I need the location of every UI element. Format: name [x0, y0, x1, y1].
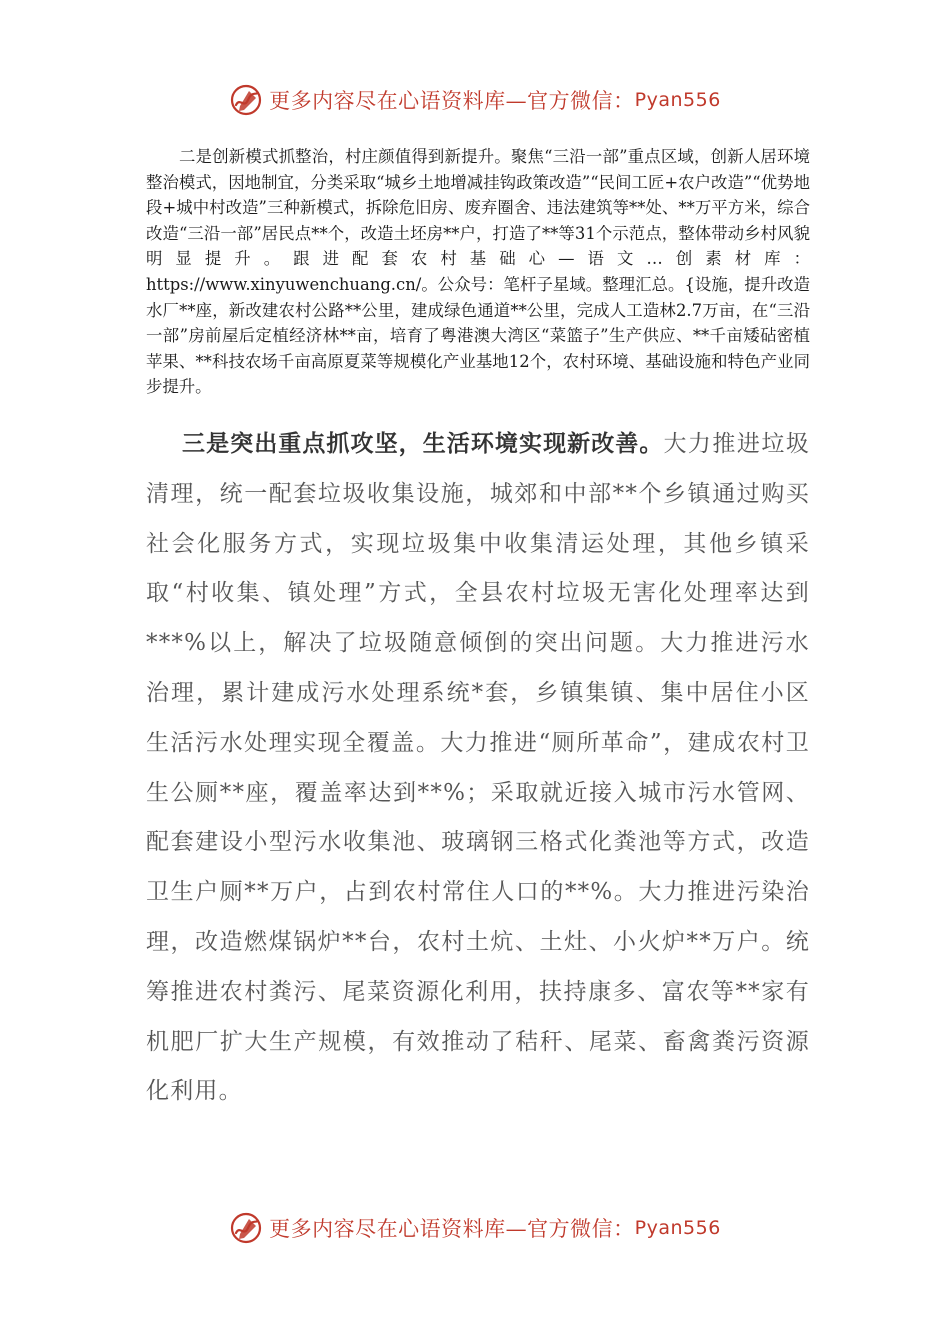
banner-text: 更多内容尽在心语资料库—官方微信：	[269, 89, 635, 113]
banner-wechat-id: Pyan556	[634, 1217, 721, 1239]
footer-banner	[0, 1208, 950, 1248]
paragraph-three-body: 大力推进垃圾清理，统一配套垃圾收集设施，城郊和中部**个乡镇通过购买社会化服务方式，实现垃圾集中收集清运处理，其他乡镇采取“村收集、镇处理”方式，全县农村垃圾无害化处理率达到***%以上，解决了垃圾随意倾倒的突出问题。大力推进污水治理，累计建成污水处理系统*套，乡镇集镇、集中居住小区生活污水处理实现全覆盖。大力推进“厕所革命”，建成农村卫生公厕**座，覆盖率达到**%；采取就近接入城市污水管网、配套建设小型污水收集池、玻璃钢三格式化粪池等方式，改造卫生户厕**万户，占到农村常住人口的**%。大力推进污染治理，改造燃煤锅炉**台，农村土炕、土灶、小火炉**万户。统筹推进农村粪污、尾菜资源化利用，扶持康多、富农等**家有机肥厂扩大生产规模，有效推动了秸秆、尾菜、畜禽粪污资源化利用。	[146, 431, 810, 1105]
paragraph-three	[146, 420, 810, 1117]
paragraph-two: 二是创新模式抓整治，村庄颜值得到新提升。聚焦“三沿一部”重点区域，创新人居环境整治模式，因地制宜，分类采取“城乡土地增减挂钩政策改造”“民间工匠+农户改造”“优势地段+城中村改造”三种新模式，拆除危旧房、废弃圈舍、违法建筑等**处、**万平方米，综合改造“三沿一部”居民点**个，改造土坯房**户，打造了**等31个示范点，整体带动乡村风貌明显提升。跟进配套农村基础心—语文…创素材库：https://www.xinyuwenchuang.cn/。公众号：笔杆子星域。整理汇总。{设施，提升改造水厂**座，新改建农村公路**公里，建成绿色通道**公里，完成人工造林2.7万亩，在“三沿一部”房前屋后定植经济林**亩，培育了粤港澳大湾区“菜篮子”生产供应、**千亩矮砧密植苹果、**科技农场千亩高原夏菜等规模化产业基地12个，农村环境、基础设施和特色产业同步提升。	[146, 147, 810, 397]
pen-signature-icon	[229, 1211, 263, 1245]
header-banner	[0, 80, 950, 120]
banner-wechat-id: Pyan556	[634, 89, 721, 111]
banner-text: 更多内容尽在心语资料库—官方微信：	[269, 1217, 635, 1241]
pen-signature-icon	[229, 83, 263, 117]
paragraph-three-heading: 三是突出重点抓攻坚，生活环境实现新改善。	[182, 431, 664, 457]
